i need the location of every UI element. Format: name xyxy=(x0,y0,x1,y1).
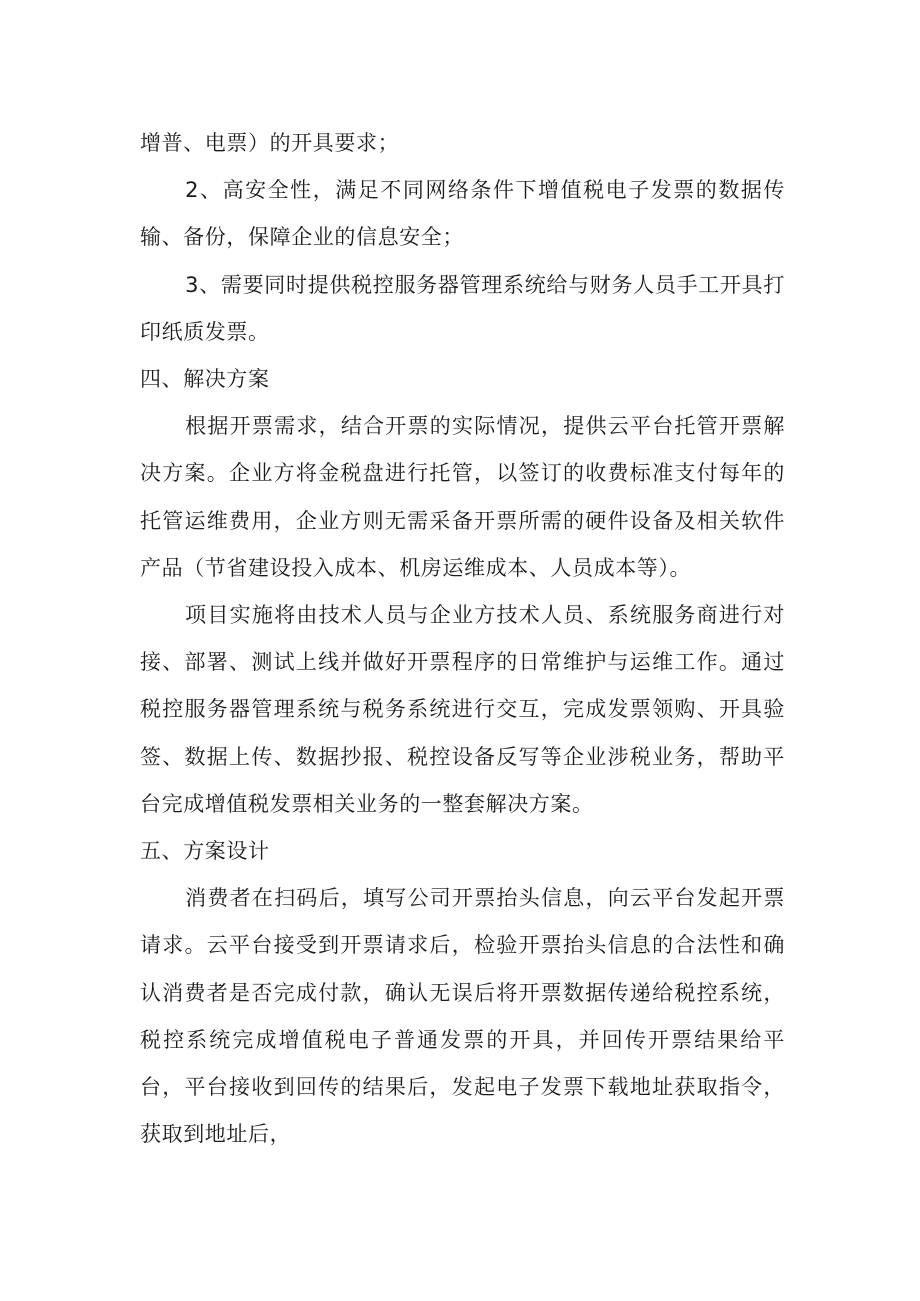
section-heading-design: 五、方案设计 xyxy=(140,839,270,864)
design-paragraph: 消费者在扫码后，填写公司开票抬头信息，向云平台发起开票请求。云平台接受到开票请求后，检验开票抬头信息的合法性和确认消费者是否完成付款，确认无误后将开票数据传递给税控系统，税控系统完成增值税电子普通发票的开具，并回传开票结果给平台，平台接收到回传的结果后，发起电子发票下载地址获取指令，获取到地址后， xyxy=(140,886,785,1147)
document-body xyxy=(140,120,785,1158)
section-heading-solution: 四、解决方案 xyxy=(140,367,270,392)
solution-paragraph: 根据开票需求，结合开票的实际情况，提供云平台托管开票解决方案。企业方将金税盘进行托管，以签订的收费标准支付每年的托管运维费用，企业方则无需采备开票所需的硬件设备及相关软件产品（节省建设投入成本、机房运维成本、人员成本等）。 xyxy=(140,414,785,580)
implementation-paragraph: 项目实施将由技术人员与企业方技术人员、系统服务商进行对接、部署、测试上线并做好开票程序的日常维护与运维工作。通过税控服务器管理系统与税务系统进行交互，完成发票领购、开具验签、数据上传、数据抄报、税控设备反写等企业涉税业务，帮助平台完成增值税发票相关业务的一整套解决方案。 xyxy=(140,603,785,816)
requirement-2-paragraph: 2、高安全性，满足不同网络条件下增值税电子发票的数据传输、备份，保障企业的信息安全； xyxy=(140,178,785,250)
requirement-3-paragraph: 3、需要同时提供税控服务器管理系统给与财务人员手工开具打印纸质发票。 xyxy=(140,272,785,344)
continued-text: 增普、电票）的开具要求； xyxy=(140,131,400,155)
